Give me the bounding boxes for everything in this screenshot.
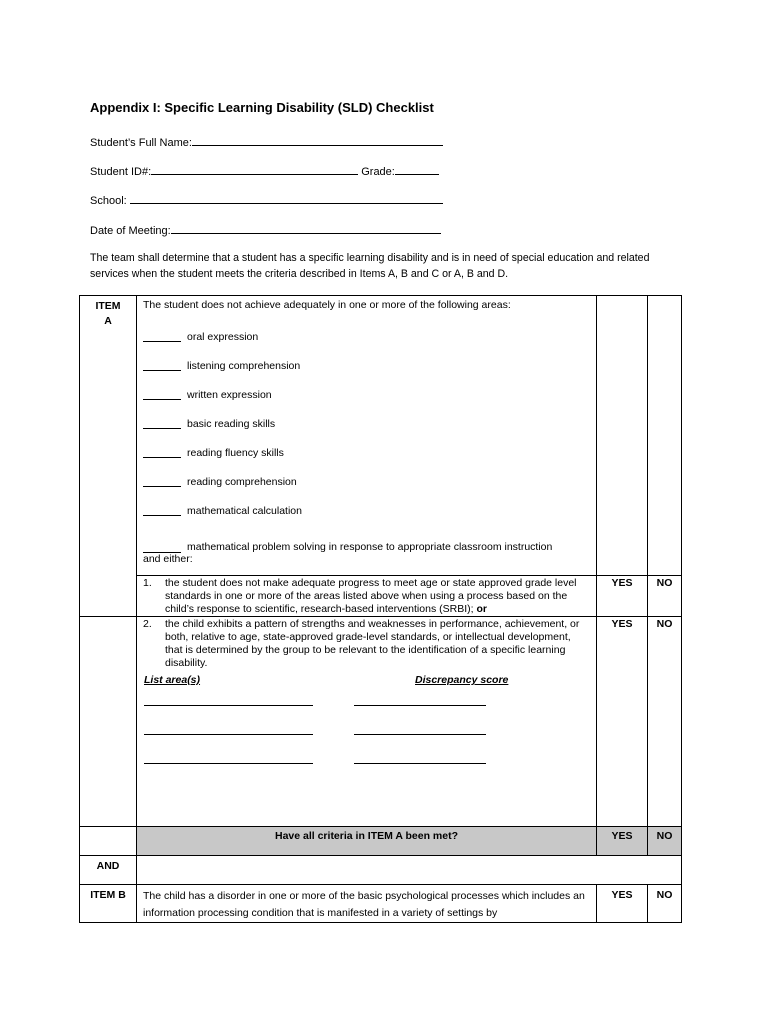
area-reading-fluency-skills	[137, 438, 596, 467]
list-area-blank-2[interactable]	[144, 734, 313, 735]
school-field	[90, 192, 443, 207]
option-1-no-cell[interactable]	[648, 576, 682, 617]
no-label: NO	[656, 577, 673, 589]
discrepancy-blank-3[interactable]	[354, 763, 486, 764]
area-written-expression	[137, 380, 596, 409]
criteria-row	[80, 827, 682, 856]
area-label: mathematical problem solving in response to appropriate classroom instruction	[187, 541, 553, 553]
grade-label: Grade:	[361, 166, 395, 178]
item-a-lead: The student does not achieve adequately in one or more of the following areas:	[143, 299, 511, 311]
page-title: Appendix I: Specific Learning Disability (SLD) Checklist	[90, 100, 434, 115]
yes-label: YES	[611, 830, 633, 842]
date-blank[interactable]	[171, 222, 441, 234]
criteria-question: Have all criteria in ITEM A been met?	[274, 830, 459, 842]
yes-label: YES	[611, 889, 633, 901]
option-2-cell	[137, 617, 597, 827]
school-label: School:	[90, 195, 127, 207]
full-name-field	[90, 134, 443, 149]
list-area-header: List area(s)	[144, 674, 201, 686]
area-label: basic reading skills	[187, 417, 276, 430]
full-name-blank[interactable]	[192, 134, 443, 146]
area-listening-comprehension	[137, 351, 596, 380]
area-label: written expression	[187, 388, 272, 401]
intro-paragraph: The team shall determine that a student has a specific learning disability and is in need of special education and related services when the student meets the criteria described in Items A, B and C or A, B and D.	[90, 252, 650, 280]
and-label-cell	[80, 856, 137, 885]
area-label: reading comprehension	[187, 475, 297, 488]
area-blank[interactable]	[143, 476, 181, 487]
option-2-yes-cell[interactable]	[597, 617, 648, 827]
criteria-item-cell	[80, 827, 137, 856]
item-a-label-line1: ITEM	[95, 300, 121, 312]
option-2-no-cell[interactable]	[648, 617, 682, 827]
school-blank[interactable]	[130, 192, 443, 204]
item-b-no-cell[interactable]	[648, 885, 682, 923]
item-a-areas-no-cell	[648, 296, 682, 576]
option-1-text: the student does not make adequate progress to meet age or state approved grade level standards in one or more of the areas listed above when using a process based on the child’s response to scientific, research-based interventions (SRBI);	[165, 577, 577, 615]
item-a-label-cell	[80, 296, 137, 617]
option-2-item-cell	[80, 617, 137, 827]
item-b-label: ITEM B	[90, 889, 126, 901]
area-label: oral expression	[187, 330, 259, 343]
item-a-areas-yes-cell	[597, 296, 648, 576]
sld-checklist-table	[79, 295, 682, 923]
area-blank[interactable]	[143, 360, 181, 371]
and-label: AND	[96, 860, 120, 872]
criteria-question-cell	[137, 827, 597, 856]
item-b-yes-cell[interactable]	[597, 885, 648, 923]
item-a-areas-row	[80, 296, 682, 576]
date-label: Date of Meeting:	[90, 225, 171, 237]
item-b-text-cell	[137, 885, 597, 923]
option-1-number: 1.	[143, 577, 152, 589]
option-2-text: the child exhibits a pattern of strengths and weaknesses in performance, achievement, or both, relative to age, state-approved grade-level standards, or intellectual development, that is determined by the group to be relevant to the identification of a specific learning disability.	[165, 618, 580, 669]
area-label: mathematical calculation	[187, 504, 302, 517]
area-oral-expression	[137, 322, 596, 351]
option-1-cell	[137, 576, 597, 617]
list-area-blank-3[interactable]	[144, 763, 313, 764]
item-a-areas-cell	[137, 296, 597, 576]
item-b-row	[80, 885, 682, 923]
area-reading-comprehension	[137, 467, 596, 496]
and-row	[80, 856, 682, 885]
area-mathematical-calculation	[137, 496, 596, 525]
criteria-no-cell[interactable]	[648, 827, 682, 856]
area-label: reading fluency skills	[187, 446, 284, 459]
area-blank[interactable]	[143, 331, 181, 342]
option-2-number: 2.	[143, 618, 152, 630]
item-b-label-cell	[80, 885, 137, 923]
item-a-label-line2: A	[104, 315, 112, 327]
date-field	[90, 222, 441, 237]
student-id-label: Student ID#:	[90, 166, 152, 178]
area-mathematical-problem-solving	[137, 525, 596, 553]
full-name-label: Student’s Full Name:	[90, 137, 192, 149]
yes-label: YES	[611, 577, 633, 589]
area-blank[interactable]	[143, 542, 181, 553]
option-1-yes-cell[interactable]	[597, 576, 648, 617]
discrepancy-lists	[137, 670, 596, 820]
discrepancy-blank-1[interactable]	[354, 705, 486, 706]
no-label: NO	[656, 889, 673, 901]
option-1-row	[80, 576, 682, 617]
option-2-row	[80, 617, 682, 827]
yes-label: YES	[611, 618, 633, 630]
student-id-blank[interactable]	[151, 163, 358, 175]
area-blank[interactable]	[143, 447, 181, 458]
no-label: NO	[656, 830, 673, 842]
area-basic-reading-skills	[137, 409, 596, 438]
criteria-yes-cell[interactable]	[597, 827, 648, 856]
area-blank[interactable]	[143, 505, 181, 516]
student-id-field	[90, 163, 439, 178]
grade-blank[interactable]	[395, 163, 439, 175]
area-blank[interactable]	[143, 389, 181, 400]
option-1-or: or	[476, 603, 487, 615]
discrepancy-blank-2[interactable]	[354, 734, 486, 735]
area-label: listening comprehension	[187, 359, 301, 372]
list-area-blank-1[interactable]	[144, 705, 313, 706]
either-text: and either:	[143, 553, 193, 565]
item-b-text: The child has a disorder in one or more of the basic psychological processes which includes an information processing condition that is manifested in a variety of settings by	[143, 890, 585, 919]
and-empty-cell	[137, 856, 682, 885]
no-label: NO	[656, 618, 673, 630]
area-blank[interactable]	[143, 418, 181, 429]
discrepancy-score-header: Discrepancy score	[415, 674, 509, 686]
